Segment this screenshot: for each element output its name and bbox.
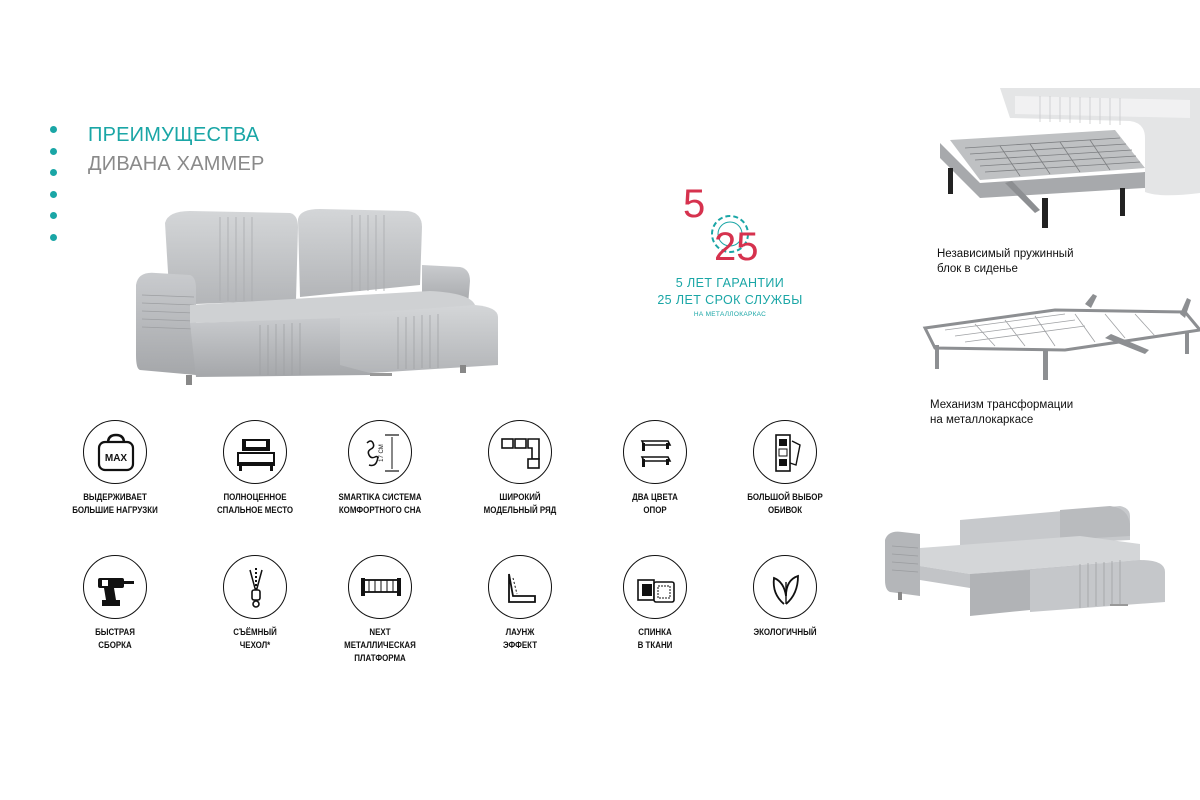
leaf-icon — [753, 555, 817, 619]
feature-label-line: СБОРКА — [98, 640, 132, 650]
feature-item — [45, 555, 185, 652]
dot-icon — [50, 126, 57, 133]
unfolded-sofa-image — [880, 500, 1170, 630]
service-life-text: 25 ЛЕТ СРОК СЛУЖБЫ — [657, 293, 803, 307]
fabric-swatches-icon — [753, 420, 817, 484]
feature-label-line: СЪЁМНЫЙ — [233, 627, 277, 637]
mechanism-image — [915, 290, 1200, 385]
feature-label — [723, 626, 846, 639]
dot-icon — [50, 234, 57, 241]
feature-item — [450, 420, 590, 517]
service-life-years: 25 — [714, 225, 759, 269]
feature-label-line: БЫСТРАЯ — [95, 627, 135, 637]
bed-icon — [223, 420, 287, 484]
feature-item — [715, 420, 855, 517]
page-title: ПРЕИМУЩЕСТВА — [88, 124, 260, 146]
feature-item — [715, 555, 855, 639]
feature-label — [53, 491, 176, 517]
warranty-badge — [630, 180, 830, 330]
feature-label-line: ЧЕХОЛ* — [239, 640, 271, 650]
feature-item — [310, 420, 450, 517]
feature-label-line: ЛАУНЖ — [505, 627, 535, 637]
feature-label-line: СПИНКА — [638, 627, 672, 637]
feature-label-line: В ТКАНИ — [637, 640, 673, 650]
decorative-dots — [50, 126, 60, 255]
dot-icon — [50, 148, 57, 155]
feature-item — [450, 555, 590, 652]
feature-label — [318, 491, 441, 517]
feature-label-line: МЕТАЛЛИЧЕСКАЯ — [344, 640, 416, 650]
feature-item — [310, 555, 450, 665]
feature-label-line: ВЫДЕРЖИВАЕТ — [83, 492, 147, 502]
feature-label — [53, 626, 176, 652]
mechanism-caption: Механизм трансформации — [930, 399, 1074, 411]
feature-item — [585, 420, 725, 517]
max-weight-icon — [83, 420, 147, 484]
feature-label — [458, 626, 581, 652]
dot-icon — [50, 212, 57, 219]
lounge-icon — [488, 555, 552, 619]
feature-label-line: NEXT — [369, 627, 391, 637]
modules-icon — [488, 420, 552, 484]
zipper-icon — [223, 555, 287, 619]
feature-label — [193, 626, 316, 652]
feature-item — [585, 555, 725, 652]
legs-icon — [623, 420, 687, 484]
dot-icon — [50, 191, 57, 198]
feature-label-line: КОМФОРТНОГО СНА — [338, 505, 422, 515]
feature-item — [185, 555, 325, 652]
warranty-note: НА МЕТАЛЛОКАРКАС — [693, 311, 767, 318]
feature-label-line: ДВА ЦВЕТА — [632, 492, 678, 502]
svg-text:MAX: MAX — [104, 453, 128, 464]
spring-block-image — [920, 88, 1200, 238]
feature-label-line: ОБИВОК — [767, 505, 803, 515]
spring-caption: Независимый пружинный — [937, 248, 1074, 260]
warranty-years: 5 — [683, 182, 706, 226]
feature-item — [185, 420, 325, 517]
feature-label-line: БОЛЬШОЙ ВЫБОР — [747, 492, 823, 502]
feature-label-line: ПЛАТФОРМА — [354, 653, 406, 663]
fabric-back-icon — [623, 555, 687, 619]
svg-text:17 СМ: 17 СМ — [379, 444, 385, 462]
feature-label-line: SMARTIKA СИСТЕМА — [338, 492, 422, 502]
feature-label — [723, 491, 846, 517]
feature-label-line: МОДЕЛЬНЫЙ РЯД — [483, 505, 557, 515]
feature-label-line: ШИРОКИЙ — [499, 492, 541, 502]
feature-label-line: БОЛЬШИЕ НАГРУЗКИ — [72, 505, 158, 515]
feature-label-line: ОПОР — [643, 505, 667, 515]
feature-label-line: СПАЛЬНОЕ МЕСТО — [216, 505, 294, 515]
feature-label-line: ПОЛНОЦЕННОЕ — [223, 492, 287, 502]
feature-label-line: ЭКОЛОГИЧНЫЙ — [753, 627, 817, 637]
feature-label — [593, 626, 716, 652]
drill-icon — [83, 555, 147, 619]
feature-label — [193, 491, 316, 517]
mechanism-caption: на металлокаркасе — [930, 414, 1034, 426]
feature-label — [318, 626, 441, 665]
mattress-height-icon — [348, 420, 412, 484]
feature-item — [45, 420, 185, 517]
platform-icon — [348, 555, 412, 619]
sofa-image — [130, 205, 500, 390]
spring-caption: блок в сиденье — [937, 263, 1018, 275]
feature-label — [458, 491, 581, 517]
page-subtitle: ДИВАНА ХАММЕР — [88, 153, 265, 175]
dot-icon — [50, 169, 57, 176]
feature-label-line: ЭФФЕКТ — [502, 640, 538, 650]
warranty-text: 5 ЛЕТ ГАРАНТИИ — [675, 276, 785, 290]
feature-label — [593, 491, 716, 517]
